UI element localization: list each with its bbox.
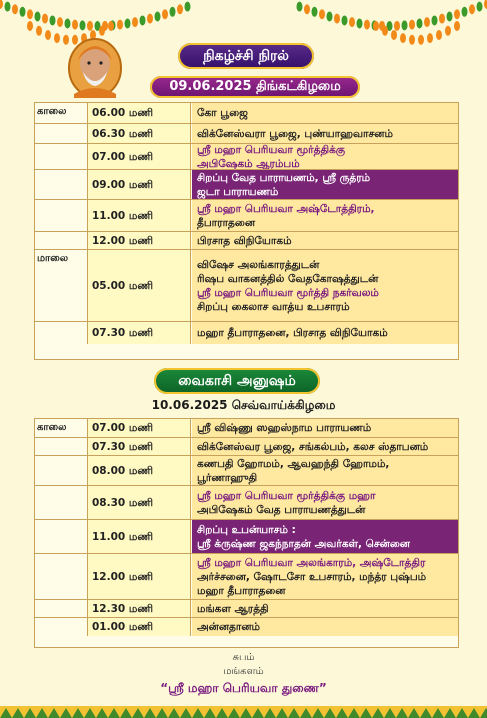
event-description — [195, 103, 455, 123]
event-line: மஹா தீபாராதனை — [197, 585, 286, 598]
event-line: விக்னேஸ்வர பூஜை, சங்கல்பம், கலச ஸ்தாபனம் — [197, 440, 429, 453]
event-line: மஹா தீபாராதனை, பிரசாத விநியோகம் — [197, 326, 388, 339]
event-description — [195, 232, 455, 250]
table-row — [35, 485, 458, 520]
table-row — [35, 419, 458, 437]
event-line: அபிஷேகம் ஆரம்பம் — [197, 158, 300, 170]
table-row — [35, 249, 458, 322]
event-line: ஸ்ரீ மஹா பெரியவா மூர்த்திக்கு மஹா — [197, 489, 376, 502]
time-cell: 12.00 மணி — [87, 554, 191, 600]
time-cell: 09.00 மணி — [87, 170, 191, 200]
session-label — [37, 520, 87, 523]
session-label: மாலை — [37, 253, 69, 264]
session-label: காலை — [37, 106, 67, 117]
event-description — [195, 200, 455, 232]
event-description — [195, 124, 455, 144]
time-cell: 01.00 மணி — [87, 618, 191, 636]
session-label — [37, 600, 87, 603]
event-description — [195, 520, 455, 554]
event-line: பூர்ணாஹுதி — [197, 472, 258, 484]
event-line: கணபதி ஹோமம், ஆவஹந்தி ஹோமம், — [197, 457, 390, 470]
table-row — [35, 231, 458, 250]
session-label — [37, 618, 87, 621]
table-row — [35, 321, 458, 344]
event-line: ஸ்ரீ மஹா பெரியவா மூர்த்திக்கு — [197, 143, 346, 156]
table-row — [35, 199, 458, 232]
event-description — [195, 438, 455, 456]
session-label — [37, 486, 87, 489]
time-cell: 08.00 மணி — [87, 456, 191, 486]
time-cell: 07.30 மணி — [87, 438, 191, 456]
session-label — [37, 200, 87, 203]
event-line: மங்கள ஆரத்தி — [197, 602, 269, 615]
section2-title-banner: வைகாசி அனுஷம் — [154, 368, 320, 394]
table-row — [35, 437, 458, 456]
time-cell: 08.30 மணி — [87, 486, 191, 520]
event-line: சிறப்பு உபன்யாசம் : — [197, 523, 296, 536]
event-line: தீபாராதனை — [197, 217, 256, 229]
session-label — [37, 554, 87, 557]
day2-date: 10.06.2025 செவ்வாய்க்கிழமை — [151, 398, 336, 412]
table-row — [35, 519, 458, 554]
event-description — [195, 486, 455, 520]
day2-schedule-table — [34, 418, 459, 648]
event-description — [195, 618, 455, 636]
time-cell: 07.30 மணி — [87, 322, 191, 344]
time-cell: 11.00 மணி — [87, 200, 191, 232]
event-description — [195, 419, 455, 437]
time-cell: 06.30 மணி — [87, 124, 191, 144]
time-cell: 07.00 மணி — [87, 419, 191, 437]
event-line: ரிஷப வாகனத்தில் வேதகோஷத்துடன் — [197, 272, 379, 285]
event-description — [195, 170, 455, 200]
table-row — [35, 455, 458, 486]
event-line: விஷேச அலங்காரத்துடன் — [197, 258, 320, 271]
event-line: ஸ்ரீ விஷ்ணு ஸஹஸ்நாம பாராயணம் — [197, 421, 372, 434]
session-label — [37, 124, 87, 127]
event-description — [195, 144, 455, 170]
event-line: சிறப்பு வேத பாராயணம், ஸ்ரீ ருத்ரம் — [197, 171, 371, 184]
session-label — [37, 232, 87, 235]
day1-schedule-table — [34, 102, 459, 360]
time-cell: 07.00 மணி — [87, 144, 191, 170]
day1-date-banner: 09.06.2025 திங்கட்கிழமை — [150, 76, 360, 98]
saint-portrait — [68, 38, 122, 98]
table-row — [35, 617, 458, 636]
bottom-leaf-border — [0, 706, 487, 718]
table-row — [35, 143, 458, 170]
program-title-banner: நிகழ்ச்சி நிரல் — [178, 43, 314, 69]
event-description — [195, 322, 455, 344]
event-line: ஸ்ரீ க்ருஷ்ண ஜகந்நாதன் அவர்கள், சென்னை — [197, 538, 410, 550]
table-row — [35, 103, 458, 123]
time-cell: 06.00 மணி — [87, 103, 191, 123]
event-line: ஸ்ரீ மஹா பெரியவா மூர்த்தி நகர்வலம் — [197, 287, 379, 299]
event-line: ஸ்ரீ மஹா பெரியவா அலங்காரம், அஷ்டோத்திர — [197, 556, 426, 569]
session-label — [37, 456, 87, 459]
event-description — [195, 600, 455, 618]
event-description — [195, 456, 455, 486]
session-label — [37, 144, 87, 147]
event-line: ஸ்ரீ மஹா பெரியவா அஷ்டோத்திரம், — [197, 202, 375, 215]
footer-line-2: மங்களம் — [223, 666, 264, 677]
event-line: அர்ச்சனை, ஷோடசோ உபசாரம், மந்த்ர புஷ்பம் — [197, 570, 427, 583]
session-label — [37, 322, 87, 325]
session-label — [37, 438, 87, 441]
footer-line-1: சுபம் — [232, 652, 255, 663]
event-description — [195, 554, 455, 600]
event-line: அன்னதானம் — [197, 620, 260, 633]
table-row — [35, 169, 458, 200]
event-line: அபிஷேகம் வேத பாராயணத்துடன் — [197, 504, 366, 516]
event-line: கோ பூஜை — [197, 106, 248, 119]
session-label — [37, 170, 87, 173]
event-line: விக்னேஸ்வரா பூஜை, புண்யாஹவாசனம் — [197, 127, 393, 140]
time-cell: 05.00 மணி — [87, 250, 191, 322]
time-cell: 12.00 மணி — [87, 232, 191, 250]
session-label: காலை — [37, 422, 67, 433]
table-row — [35, 599, 458, 618]
event-line: பிரசாத விநியோகம் — [197, 234, 292, 247]
footer-blessing: “ஸ்ரீ மஹா பெரியவா துணை” — [160, 681, 327, 695]
event-line: சிறப்பு கைலாச வாத்ய உபசாரம் — [197, 301, 350, 314]
time-cell: 12.30 மணி — [87, 600, 191, 618]
event-line: ஜடா பாராயணம் — [197, 186, 279, 198]
time-cell: 11.00 மணி — [87, 520, 191, 554]
table-row — [35, 123, 458, 144]
table-row — [35, 553, 458, 600]
event-description — [195, 250, 455, 322]
